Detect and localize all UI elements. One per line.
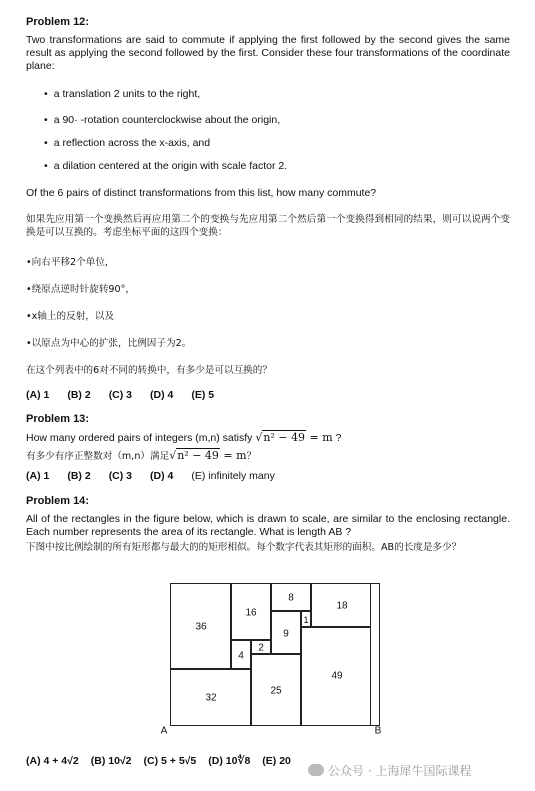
choice-a: (A) 1 [26, 389, 50, 401]
problem-13-cn-question: 有多少有序正整数对（m,n）满足√n² − 49 = m？ [26, 449, 257, 462]
choice-e: (E) 5 [191, 389, 215, 401]
choice-d: (D) 4 [150, 470, 174, 482]
problem-13-choices [26, 470, 275, 483]
cn-item: •向右平移2个单位， [26, 257, 115, 268]
transformation-item: • a dilation centered at the origin with scale factor 2. [44, 160, 287, 173]
cn-item: •x轴上的反射，以及 [26, 311, 115, 322]
cn-item: •绕原点逆时针旋转90°， [26, 284, 136, 295]
problem-12-choices [26, 389, 214, 402]
equation-cn: √n² − 49 = m [169, 449, 247, 462]
problem-12-cn-question: 在这个列表中的6对不同的转换中，有多少是可以互换的？ [26, 365, 272, 376]
area-label: 18 [336, 600, 348, 612]
choice-c: (C) 3 [108, 470, 133, 482]
wechat-icon [308, 764, 324, 776]
problem-13-title: Problem 13: [26, 413, 89, 425]
problem-12-cn-intro: 如果先应用第一个变换然后再应用第二个的变换与先应用第二个然后第一个变换得到相同的结果，则可以说两个变换是可以互换的。考虑坐标平面的这四个变换： [26, 214, 510, 238]
choice-d: (D) 10∜8 [208, 755, 251, 767]
point-b-label: B [374, 725, 382, 737]
area-label: 36 [195, 621, 207, 633]
problem-14-title: Problem 14: [26, 495, 89, 507]
choice-b: (B) 2 [67, 389, 91, 401]
choice-c: (C) 3 [108, 389, 133, 401]
area-label: 9 [283, 628, 289, 640]
choice-e: (E) 20 [262, 755, 291, 767]
area-label: 2 [258, 642, 264, 654]
transformation-item: • a reflection across the x-axis, and [44, 137, 210, 150]
choice-c: (C) 5 + 5√5 [143, 755, 197, 767]
choice-d: (D) 4 [150, 389, 174, 401]
transformation-item: • a 90· -rotation counterclockwise about the origin, [44, 114, 280, 127]
cn-item: •以原点为中心的扩张，比例因子为2。 [26, 338, 192, 349]
problem-12-title: Problem 12: [26, 16, 89, 28]
choice-b: (B) 10√2 [90, 755, 132, 767]
transformation-item: • a translation 2 units to the right, [44, 88, 200, 101]
equation: √n² − 49 = m [255, 431, 333, 444]
area-label: 1 [303, 615, 309, 625]
area-label: 16 [245, 607, 257, 619]
area-label: 4 [238, 650, 244, 662]
problem-12-intro: Two transformations are said to commute if applying the first followed by the second gives the same result as applying the second followed by the first. Consider these four transformations of the coordinate plane: [26, 34, 510, 72]
problem-14-cn-question: 下图中按比例绘制的所有矩形都与最大的的矩形相似。每个数字代表其矩形的面积。AB的长度是多少？ [26, 542, 462, 553]
point-a-label: A [160, 725, 168, 737]
area-label: 8 [288, 592, 294, 604]
problem-12-question: Of the 6 pairs of distinct transformations from this list, how many commute? [26, 187, 377, 199]
watermark: 公众号 · 上海犀牛国际课程 [308, 762, 471, 779]
choice-a: (A) 1 [26, 470, 50, 482]
problem-14-choices [26, 755, 291, 768]
choice-a: (A) 4 + 4√2 [26, 755, 79, 767]
area-label: 25 [270, 685, 282, 697]
problem-14-question: All of the rectangles in the figure below, which is drawn to scale, are similar to the enclosing rectangle. Each number represents the area of its rectangle. What is length AB ? [26, 513, 510, 538]
area-label: 32 [205, 692, 217, 704]
choice-e: (E) infinitely many [191, 470, 275, 482]
area-label: 49 [331, 670, 343, 682]
problem-13-question: How many ordered pairs of integers (m,n) satisfy √n² − 49 = m ? [26, 431, 342, 444]
choice-b: (B) 2 [67, 470, 91, 482]
